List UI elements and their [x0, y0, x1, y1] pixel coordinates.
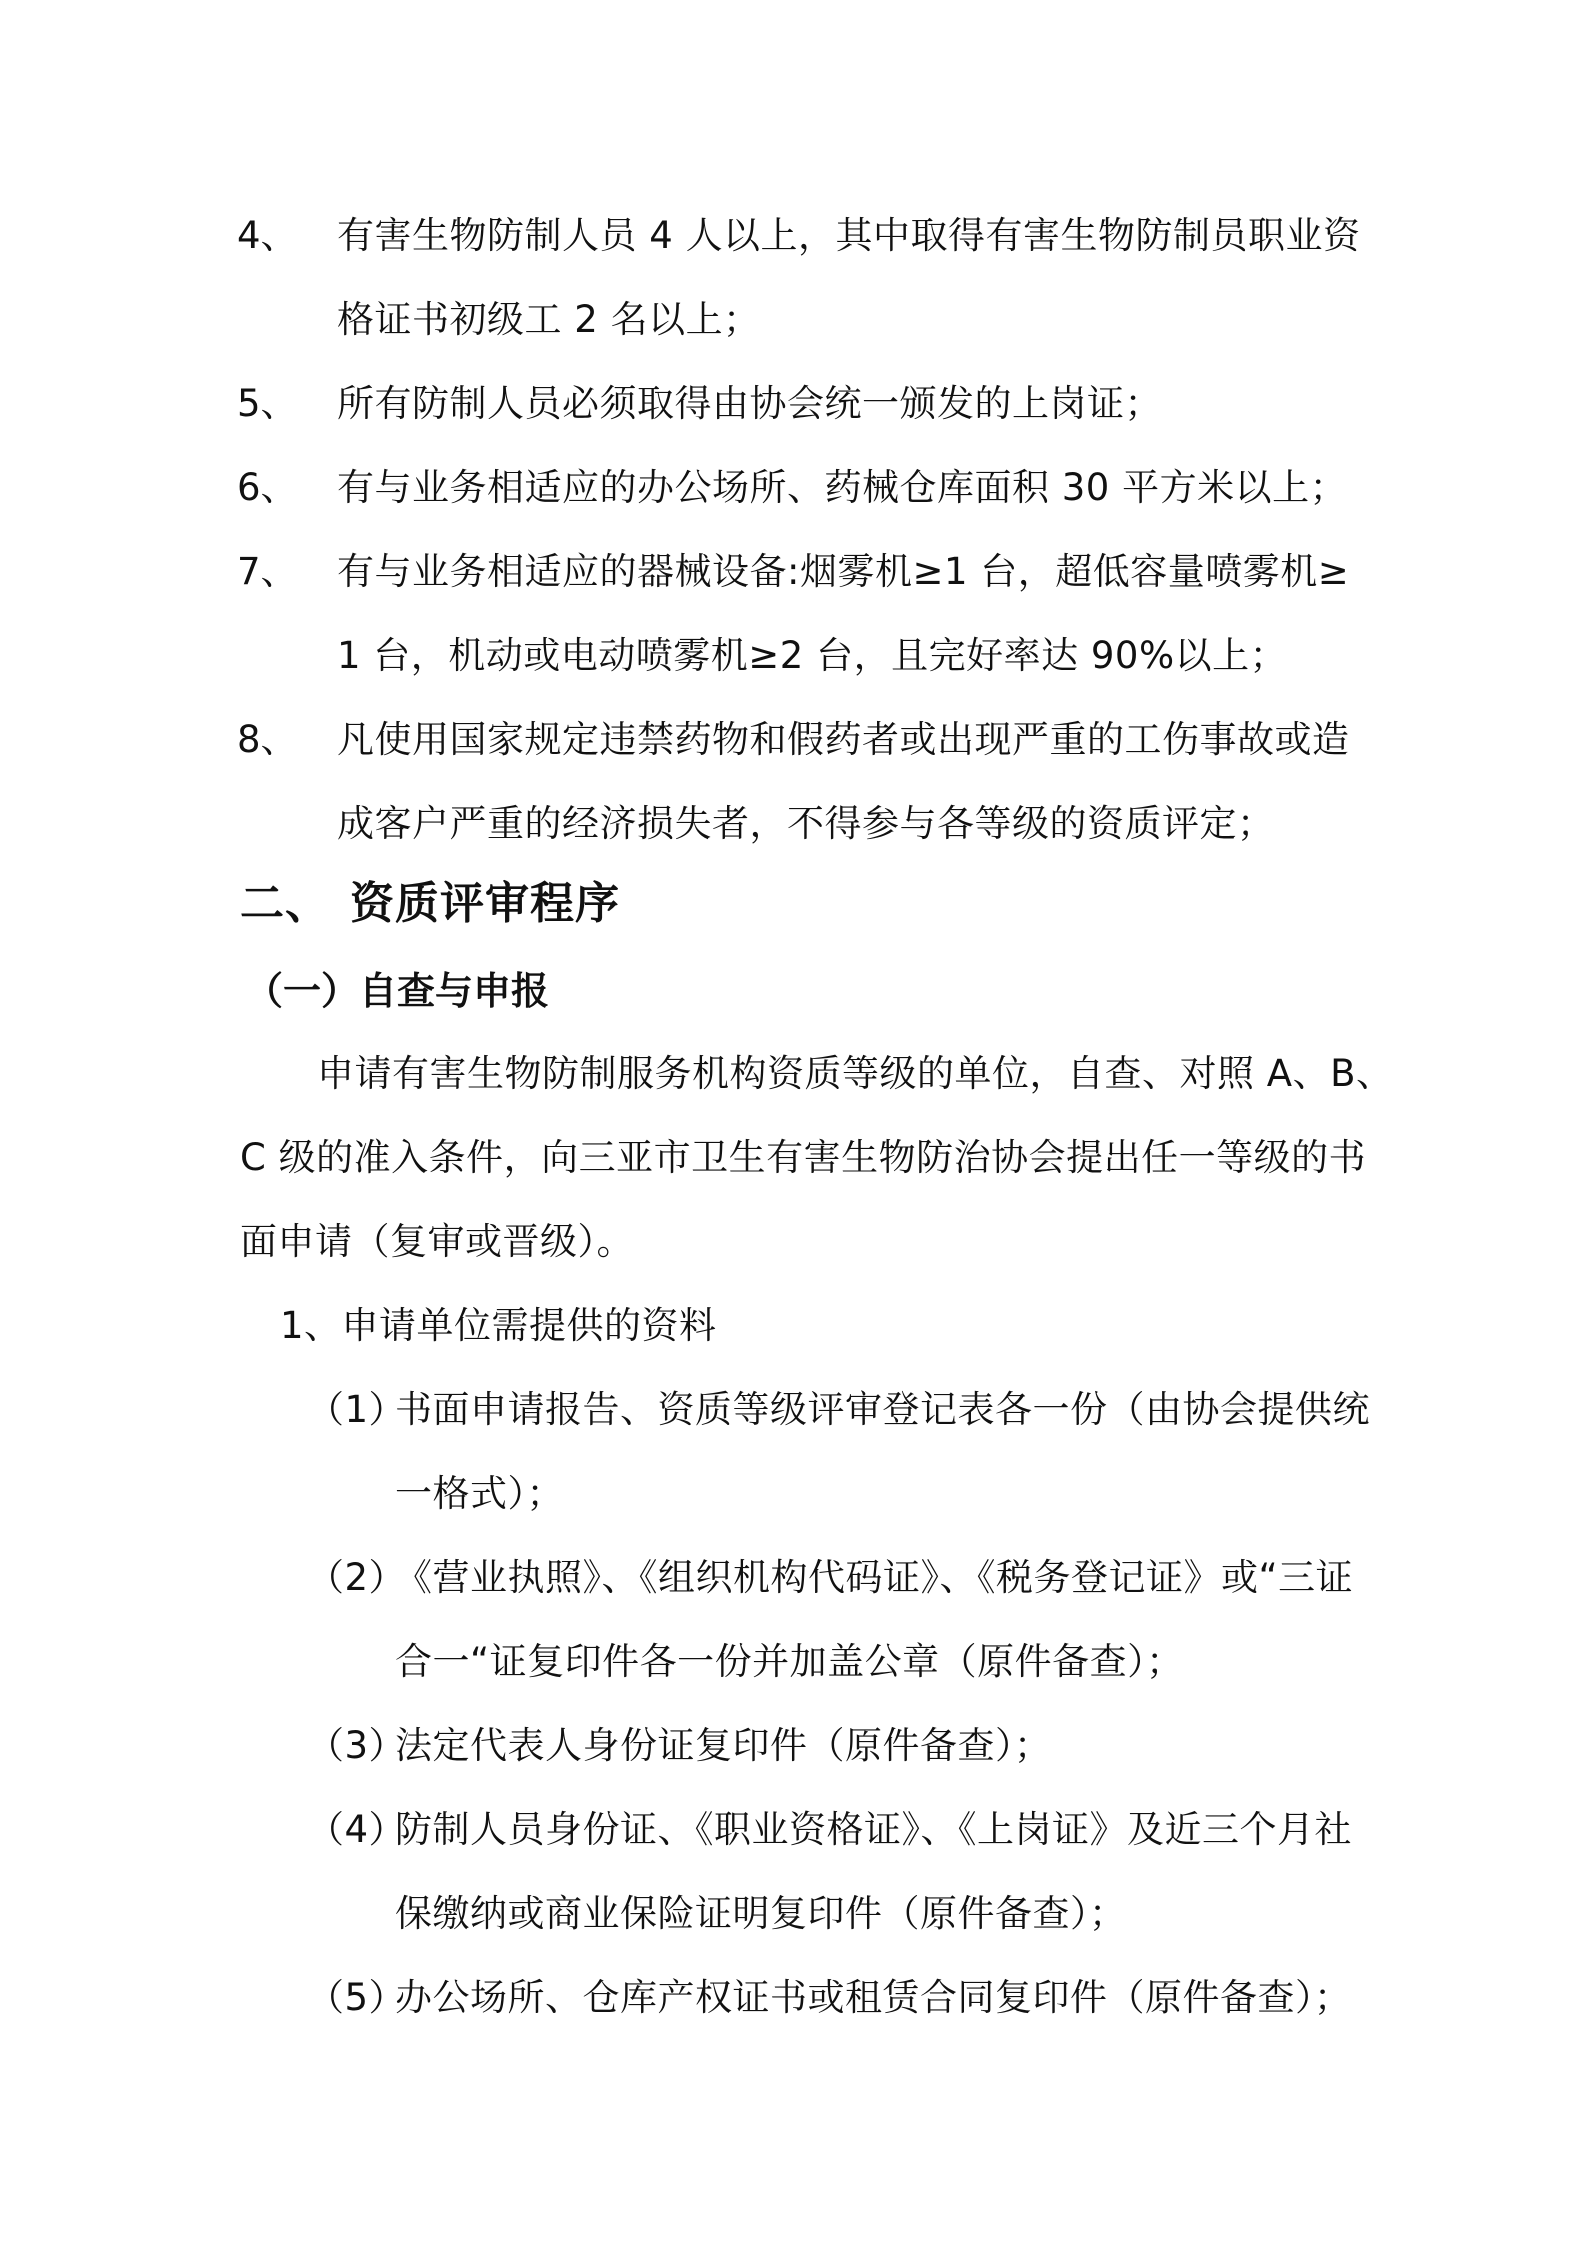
section-number: 二、: [240, 878, 330, 929]
item-text: 凡使用国家规定违禁药物和假药者或出现严重的工伤事故或造: [337, 718, 1350, 761]
material-text: 书面申请报告、资质等级评审登记表各一份（由协会提供统: [395, 1388, 1370, 1431]
paragraph-line: 面申请（复审或晋级）。: [240, 1220, 634, 1263]
material-number: （3）: [307, 1724, 407, 1767]
material-text: 《营业执照》、《组织机构代码证》、《税务登记证》或“三证: [395, 1556, 1354, 1599]
material-number: （2）: [307, 1556, 407, 1599]
material-number: （5）: [307, 1976, 407, 2019]
item-number: 6、: [237, 466, 298, 509]
material-text-continued: 保缴纳或商业保险证明复印件（原件备查）；: [395, 1892, 1127, 1935]
material-text: 防制人员身份证、《职业资格证》、《上岗证》及近三个月社: [395, 1808, 1352, 1851]
item-number: 7、: [237, 550, 298, 593]
subsection-title: （一）自查与申报: [245, 969, 550, 1013]
material-number: （1）: [307, 1388, 407, 1431]
paragraph-line: 申请有害生物防制服务机构资质等级的单位，自查、对照 A、B、: [317, 1052, 1394, 1095]
item-text: 有与业务相适应的办公场所、药械仓库面积 30 平方米以上；: [337, 466, 1348, 509]
list-title: 1、申请单位需提供的资料: [280, 1304, 717, 1347]
item-text: 有害生物防制人员 4 人以上，其中取得有害生物防制员职业资: [337, 214, 1361, 257]
item-number: 8、: [237, 718, 298, 761]
material-text-continued: 合一“证复印件各一份并加盖公章（原件备查）；: [395, 1640, 1184, 1683]
item-number: 5、: [237, 382, 298, 425]
material-number: （4）: [307, 1808, 407, 1851]
item-text-continued: 成客户严重的经济损失者，不得参与各等级的资质评定；: [337, 802, 1275, 845]
paragraph-line: C 级的准入条件，向三亚市卫生有害生物防治协会提出任一等级的书: [240, 1136, 1367, 1179]
material-text-continued: 一格式）；: [395, 1472, 564, 1515]
material-text: 法定代表人身份证复印件（原件备查）；: [395, 1724, 1052, 1767]
material-text: 办公场所、仓库产权证书或租赁合同复印件（原件备查）；: [395, 1976, 1352, 2019]
item-text-continued: 格证书初级工 2 名以上；: [337, 298, 761, 341]
section-title: 资质评审程序: [350, 878, 620, 929]
item-text-continued: 1 台，机动或电动喷雾机≥2 台，且完好率达 90%以上；: [337, 634, 1288, 677]
item-text: 所有防制人员必须取得由协会统一颁发的上岗证；: [337, 382, 1162, 425]
item-number: 4、: [237, 214, 298, 257]
item-text: 有与业务相适应的器械设备:烟雾机≥1 台，超低容量喷雾机≥: [337, 550, 1350, 593]
